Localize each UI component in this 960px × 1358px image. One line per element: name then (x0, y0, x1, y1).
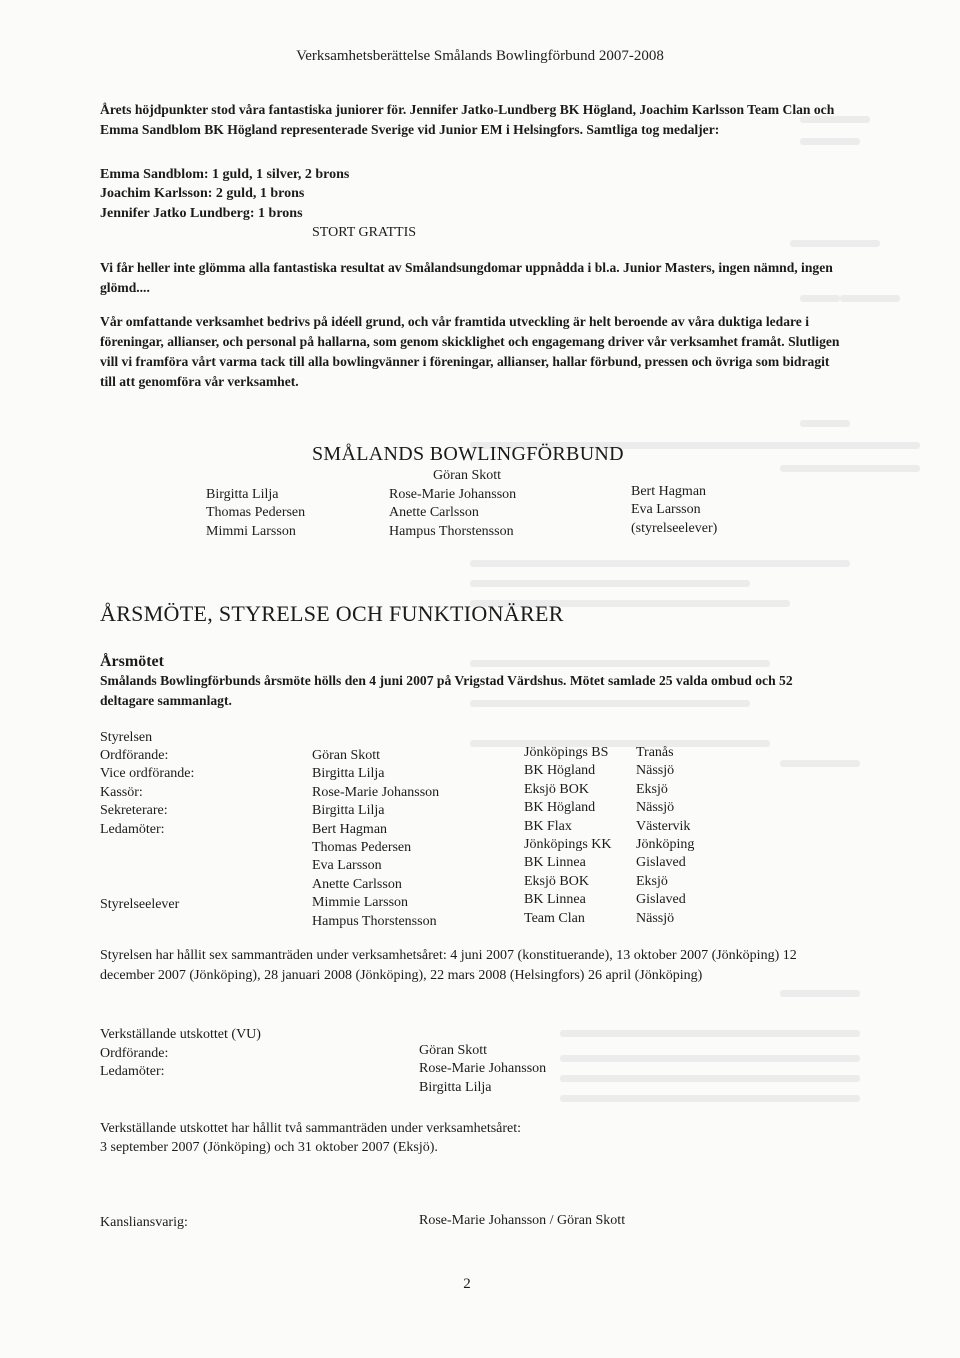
board-member-town: Nässjö (636, 910, 675, 926)
board-member-town: Tranås (636, 745, 674, 760)
board-member-town: Nässjö (636, 800, 675, 816)
board-heading: Styrelsen (100, 730, 153, 745)
office-label: Kansliansvarig: (100, 1215, 188, 1230)
role-label: Ordförande: (100, 748, 169, 763)
vu-members-label: Ledamöter: (100, 1064, 165, 1079)
signature-name: Hampus Thorstensson (389, 523, 514, 539)
board-member-club: Jönköpings KK (524, 837, 612, 853)
board-member-club: Team Clan (524, 910, 585, 926)
signature-name: Bert Hagman (631, 484, 707, 499)
board-member-club: Jönköpings BS (524, 745, 609, 760)
board-clubs (524, 744, 612, 928)
signature-column-3 (631, 483, 717, 538)
mission-text: Vår omfattande verksamhet bedrivs på idéell grund, och vår framtida utveckling är helt beroende av våra duktiga ledare i föreningar, allianser, och personal på hallarna, som genom skicklighet och engagemang driver vår verksamhet framåt. Slutligen vill vi framföra vårt varma tack till alla bowlingvänner i föreningar, allianser, hallar förbund, pressen och övriga som bidragit till att genomföra vår verksamhet. (100, 314, 840, 389)
role-label: Kassör: (100, 784, 143, 800)
medal-line-2: Joachim Karlsson: 2 guld, 1 brons (100, 186, 305, 201)
signature-top-name: Göran Skott (433, 468, 502, 483)
board-member-club: Eksjö BOK (524, 873, 589, 889)
board-meetings-text: Styrelsen har hållit sex sammanträden under verksamhetsåret: 4 juni 2007 (konstituerande), 13 oktober 2007 (Jönköping) 12 december 2007 (Jönköping), 28 januari 2008 (Jönköping), 22 mars 2008 (Helsingfors) 26 april (Jönköping) (100, 948, 797, 983)
vu-heading: Verkställande utskottet (VU) (100, 1027, 261, 1042)
role-label: Sekreterare: (100, 803, 168, 819)
board-member-name: Göran Skott (312, 748, 381, 763)
vu-meetings-line-2: 3 september 2007 (Jönköping) och 31 oktober 2007 (Eksjö). (100, 1140, 438, 1155)
signature-column-2 (389, 486, 516, 541)
board-member-name: Bert Hagman (312, 821, 388, 837)
signature-title: SMÅLANDS BOWLINGFÖRBUND (312, 443, 624, 465)
board-member-town: Nässjö (636, 763, 675, 779)
signature-name: Mimmi Larsson (206, 523, 296, 539)
congrats-text: STORT GRATTIS (312, 225, 417, 240)
medal-line-1: Emma Sandblom: 1 guld, 1 silver, 2 brons (100, 167, 350, 182)
highlights-intro: Årets höjdpunkter stod våra fantastiska juniorer för. Jennifer Jatko-Lundberg BK Högland, Joachim Karlsson Team Clan och Emma Sandblom BK Högland representerade Sverige vid Junior EM i Helsingfors. Samtliga tog medaljer: (100, 102, 835, 137)
board-member-club: BK Flax (524, 818, 572, 834)
arsmotet-text: Smålands Bowlingförbunds årsmöte hölls den 4 juni 2007 på Vrigstad Värdshus. Mötet samlade 25 valda ombud och 52 deltagare sammanlagt. (100, 673, 793, 708)
board-member-club: BK Högland (524, 800, 596, 816)
board-member-name: Eva Larsson (312, 858, 382, 874)
board-member-town: Jönköping (636, 837, 695, 853)
signature-name: Birgitta Lilja (206, 487, 279, 502)
board-member-name: Birgitta Lilja (312, 766, 385, 782)
vu-names (419, 1042, 546, 1097)
board-towns (636, 744, 694, 928)
board-member-name: Rose-Marie Johansson (312, 784, 440, 800)
signature-name: Thomas Pedersen (206, 505, 306, 521)
vu-member-name: Rose-Marie Johansson (419, 1061, 547, 1077)
board-member-town: Gislaved (636, 855, 686, 871)
signature-name: (styrelseelever) (631, 520, 718, 536)
signature-name: Eva Larsson (631, 502, 701, 518)
role-label: Vice ordförande: (100, 766, 195, 782)
board-member-town: Gislaved (636, 892, 686, 908)
board-member-town: Västervik (636, 818, 691, 834)
office-value: Rose-Marie Johansson / Göran Skott (419, 1213, 626, 1228)
board-roles (100, 747, 194, 839)
students-role-label: Styrelseelever (100, 897, 180, 912)
medal-line-3: Jennifer Jatko Lundberg: 1 brons (100, 206, 303, 221)
vu-meetings-line-1: Verkställande utskottet har hållit två sammanträden under verksamhetsåret: (100, 1121, 522, 1136)
role-label: Ledamöter: (100, 821, 165, 837)
board-member-club: BK Linnea (524, 855, 586, 871)
board-member-club: BK Högland (524, 763, 596, 779)
board-member-name: Thomas Pedersen (312, 840, 412, 856)
signature-column-1 (206, 486, 305, 541)
vu-chair-name: Göran Skott (419, 1043, 488, 1058)
page-number: 2 (463, 1276, 471, 1292)
board-member-town: Eksjö (636, 781, 668, 797)
masters-text: Vi får heller inte glömma alla fantastiska resultat av Smålandsungdomar uppnådda i bl.a. Junior Masters, ingen nämnd, ingen glömd.... (100, 260, 833, 295)
board-member-club: BK Linnea (524, 892, 586, 908)
board-member-name: Birgitta Lilja (312, 803, 385, 819)
board-member-name: Anette Carlsson (312, 876, 402, 892)
arsmotet-heading: Årsmötet (100, 653, 164, 670)
section-title: ÅRSMÖTE, STYRELSE OCH FUNKTIONÄRER (100, 601, 564, 626)
board-member-name: Hampus Thorstensson (312, 913, 437, 929)
board-member-town: Eksjö (636, 873, 668, 889)
signature-name: Anette Carlsson (389, 505, 479, 521)
board-member-club: Eksjö BOK (524, 781, 589, 797)
vu-member-name: Birgitta Lilja (419, 1079, 492, 1095)
signature-name: Rose-Marie Johansson (389, 487, 517, 502)
vu-chair-label: Ordförande: (100, 1046, 169, 1061)
page-header: Verksamhetsberättelse Smålands Bowlingförbund 2007-2008 (296, 48, 664, 64)
board-names (312, 747, 439, 931)
board-member-name: Mimmie Larsson (312, 895, 409, 911)
